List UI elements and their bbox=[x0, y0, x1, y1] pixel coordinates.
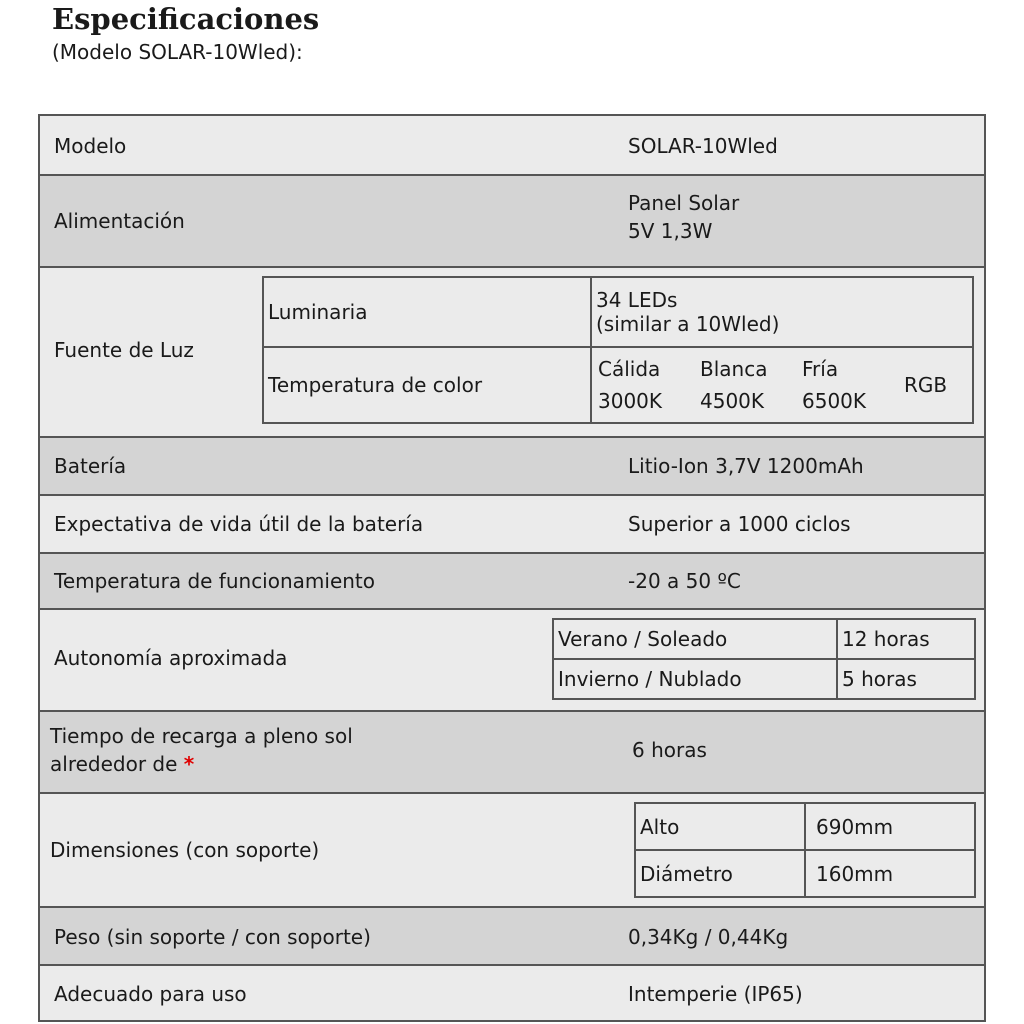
luminaria-line2: (similar a 10Wled) bbox=[596, 312, 780, 336]
row-label: Dimensiones (con soporte) bbox=[50, 838, 320, 862]
row-recarga bbox=[40, 712, 984, 794]
asterisk-note: * bbox=[183, 752, 195, 776]
recarga-label-text: alrededor de bbox=[50, 752, 178, 776]
row-uso bbox=[40, 966, 984, 1020]
row-modelo bbox=[40, 116, 984, 176]
row-peso bbox=[40, 908, 984, 966]
row-label-line2 bbox=[50, 752, 194, 776]
diametro-value: 160mm bbox=[805, 850, 975, 897]
row-dimensiones bbox=[40, 794, 984, 908]
invierno-value: 5 horas bbox=[837, 659, 975, 699]
temp-color-values bbox=[591, 347, 973, 423]
row-value-line2: 5V 1,3W bbox=[628, 219, 713, 243]
row-label: Expectativa de vida útil de la batería bbox=[54, 512, 424, 536]
row-label: Alimentación bbox=[54, 209, 185, 233]
fria-label: Fría bbox=[802, 357, 839, 381]
page-title: Especificaciones bbox=[52, 2, 320, 36]
row-value: Intemperie (IP65) bbox=[628, 982, 803, 1006]
row-value: SOLAR-10Wled bbox=[628, 134, 778, 158]
blanca-kelvin: 4500K bbox=[700, 389, 765, 413]
diametro-label: Diámetro bbox=[635, 850, 805, 897]
row-label: Batería bbox=[54, 454, 127, 478]
dimensions-subtable bbox=[634, 802, 976, 898]
luminaria-line1: 34 LEDs bbox=[596, 288, 678, 312]
autonomy-subtable bbox=[552, 618, 976, 700]
alto-value: 690mm bbox=[805, 803, 975, 850]
calida-label: Cálida bbox=[598, 357, 661, 381]
luminaria-value bbox=[591, 277, 973, 347]
fria-kelvin: 6500K bbox=[802, 389, 867, 413]
row-temp-funcionamiento bbox=[40, 554, 984, 610]
row-value: 0,34Kg / 0,44Kg bbox=[628, 925, 789, 949]
row-autonomia bbox=[40, 610, 984, 712]
row-vida-util bbox=[40, 496, 984, 554]
row-value-line1: Panel Solar bbox=[628, 191, 740, 215]
calida-kelvin: 3000K bbox=[598, 389, 663, 413]
verano-label: Verano / Soleado bbox=[553, 619, 837, 659]
page-subtitle: (Modelo SOLAR-10Wled): bbox=[52, 40, 303, 64]
row-value: Superior a 1000 ciclos bbox=[628, 512, 851, 536]
row-label: Autonomía aproximada bbox=[54, 646, 288, 670]
spec-table bbox=[38, 114, 986, 1022]
row-value: 6 horas bbox=[632, 738, 707, 762]
row-label: Modelo bbox=[54, 134, 127, 158]
row-fuente-luz bbox=[40, 268, 984, 438]
rgb-label: RGB bbox=[904, 373, 948, 397]
row-label-line1: Tiempo de recarga a pleno sol bbox=[50, 724, 353, 748]
row-value: Litio-Ion 3,7V 1200mAh bbox=[628, 454, 864, 478]
row-bateria bbox=[40, 438, 984, 496]
light-source-subtable bbox=[262, 276, 974, 424]
row-label: Fuente de Luz bbox=[54, 338, 194, 362]
blanca-label: Blanca bbox=[700, 357, 768, 381]
row-alimentacion bbox=[40, 176, 984, 268]
row-label: Adecuado para uso bbox=[54, 982, 247, 1006]
row-label: Peso (sin soporte / con soporte) bbox=[54, 925, 371, 949]
invierno-label: Invierno / Nublado bbox=[553, 659, 837, 699]
verano-value: 12 horas bbox=[837, 619, 975, 659]
luminaria-label: Luminaria bbox=[263, 277, 591, 347]
temp-color-label: Temperatura de color bbox=[263, 347, 591, 423]
alto-label: Alto bbox=[635, 803, 805, 850]
row-label: Temperatura de funcionamiento bbox=[54, 569, 376, 593]
row-value: -20 a 50 ºC bbox=[628, 569, 741, 593]
